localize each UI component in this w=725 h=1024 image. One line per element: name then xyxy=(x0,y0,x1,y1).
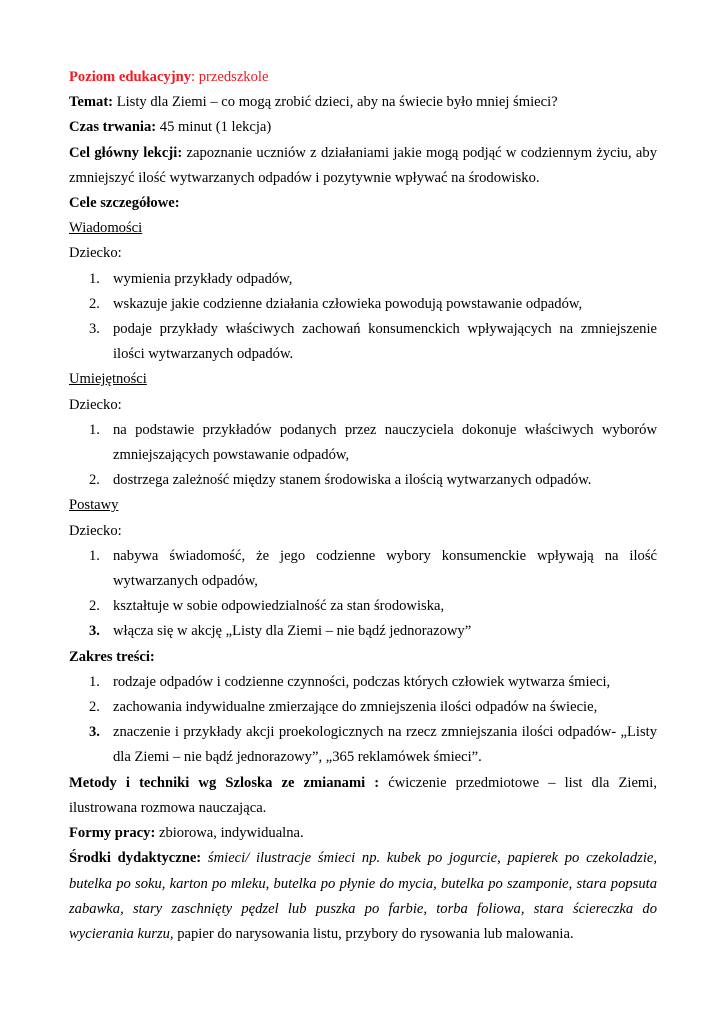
main-goal-label: Cel główny lekcji: xyxy=(69,144,183,161)
methods-value: ćwiczenie przedmiotowe – list dla Ziemi, ilustrowana rozmowa nauczająca. xyxy=(69,774,657,816)
list-item: 1. wymienia przykłady odpadów, xyxy=(89,270,293,287)
duration-value: 45 minut (1 lekcja) xyxy=(156,119,272,136)
attitudes-subject: Dziecko: xyxy=(69,522,122,539)
knowledge-heading: Wiadomości xyxy=(69,220,143,237)
methods-label: Metody i techniki wg Szloska ze zmianami : xyxy=(69,774,380,791)
list-item: 3. podaje przykłady właściwych zachowań konsumenckich wpływających na zmniejszenie ilości wytwarzanych odpadów. xyxy=(89,321,657,363)
list-item: 3. znaczenie i przykłady akcji proekologicznych na rzecz zmniejszania ilości odpadów- „Listy dla Ziemi – nie bądź jednorazowy”, „365 reklamówek śmieci”. xyxy=(89,724,657,766)
list-item: 1. rodzaje odpadów i codzienne czynności, podczas których człowiek wytwarza śmieci, xyxy=(89,673,611,690)
list-item: 2. kształtuje w sobie odpowiedzialność za stan środowiska, xyxy=(89,598,445,615)
education-level: Poziom edukacyjny: przedszkole xyxy=(69,69,269,85)
work-forms-label: Formy pracy: xyxy=(69,825,156,842)
content-scope-heading: Zakres treści: xyxy=(69,648,155,665)
main-goal-value: zapoznanie uczniów z działaniami jakie mogą podjąć w codziennym życiu, aby zmniejszyć ilość wytwarzanych odpadów i pozytywnie wpływać na środowisko. xyxy=(69,144,657,186)
methods xyxy=(69,771,657,821)
knowledge-list xyxy=(69,267,657,368)
work-forms xyxy=(69,821,657,846)
teaching-aids xyxy=(69,846,657,947)
list-item: 1. nabywa świadomość, że jego codzienne wybory konsumenckie wpływają na ilość wytwarzanych odpadów, xyxy=(89,547,657,590)
education-level-label: Poziom edukacyjny xyxy=(69,69,192,85)
list-item: 3. włącza się w akcję „Listy dla Ziemi – nie bądź jednorazowy” xyxy=(89,623,472,640)
topic-value: Listy dla Ziemi – co mogą zrobić dzieci, aby na świecie było mniej śmieci? xyxy=(113,94,558,111)
skills-list xyxy=(69,418,657,494)
skills-heading: Umiejętności xyxy=(69,371,147,388)
attitudes-heading: Postawy xyxy=(69,497,119,514)
list-item: 1. na podstawie przykładów podanych przez nauczyciela dokonuje właściwych wyborów zmniejszających powstawanie odpadów, xyxy=(89,421,657,464)
teaching-aids-plain: papier do narysowania listu, przybory do rysowania lub malowania. xyxy=(173,925,574,942)
topic-label: Temat: xyxy=(69,94,114,111)
list-item: 2. zachowania indywidualne zmierzające do zmniejszenia ilości odpadów na świecie, xyxy=(89,699,598,716)
list-item: 2. dostrzega zależność między stanem środowiska a ilością wytwarzanych odpadów. xyxy=(89,472,592,489)
lesson-plan xyxy=(69,65,657,947)
list-item: 2. wskazuje jakie codzienne działania człowieka powodują powstawanie odpadów, xyxy=(89,295,583,312)
skills-subject: Dziecko: xyxy=(69,396,122,413)
knowledge-subject: Dziecko: xyxy=(69,245,122,262)
work-forms-value: zbiorowa, indywidualna. xyxy=(155,825,304,842)
topic xyxy=(69,90,657,115)
education-level-value: przedszkole xyxy=(198,69,269,85)
teaching-aids-label: Środki dydaktyczne: xyxy=(69,850,202,867)
main-goal xyxy=(69,141,657,191)
teaching-aids-italic: śmieci/ ilustracje śmieci np. kubek po jogurcie, papierek po czekoladzie, butelka po soku, karton po mleku, butelka po płynie do mycia, butelka po szamponie, stara popsuta zabawka, stary zaschnięty pędzel lub puszka po farbie, torba foliowa, stara ściereczka do wycierania kurzu, xyxy=(69,850,657,942)
specific-goals-heading: Cele szczegółowe: xyxy=(69,195,180,212)
attitudes-list xyxy=(69,544,657,645)
duration-label: Czas trwania: xyxy=(69,119,157,136)
duration xyxy=(69,115,657,140)
content-scope-list xyxy=(69,670,657,771)
